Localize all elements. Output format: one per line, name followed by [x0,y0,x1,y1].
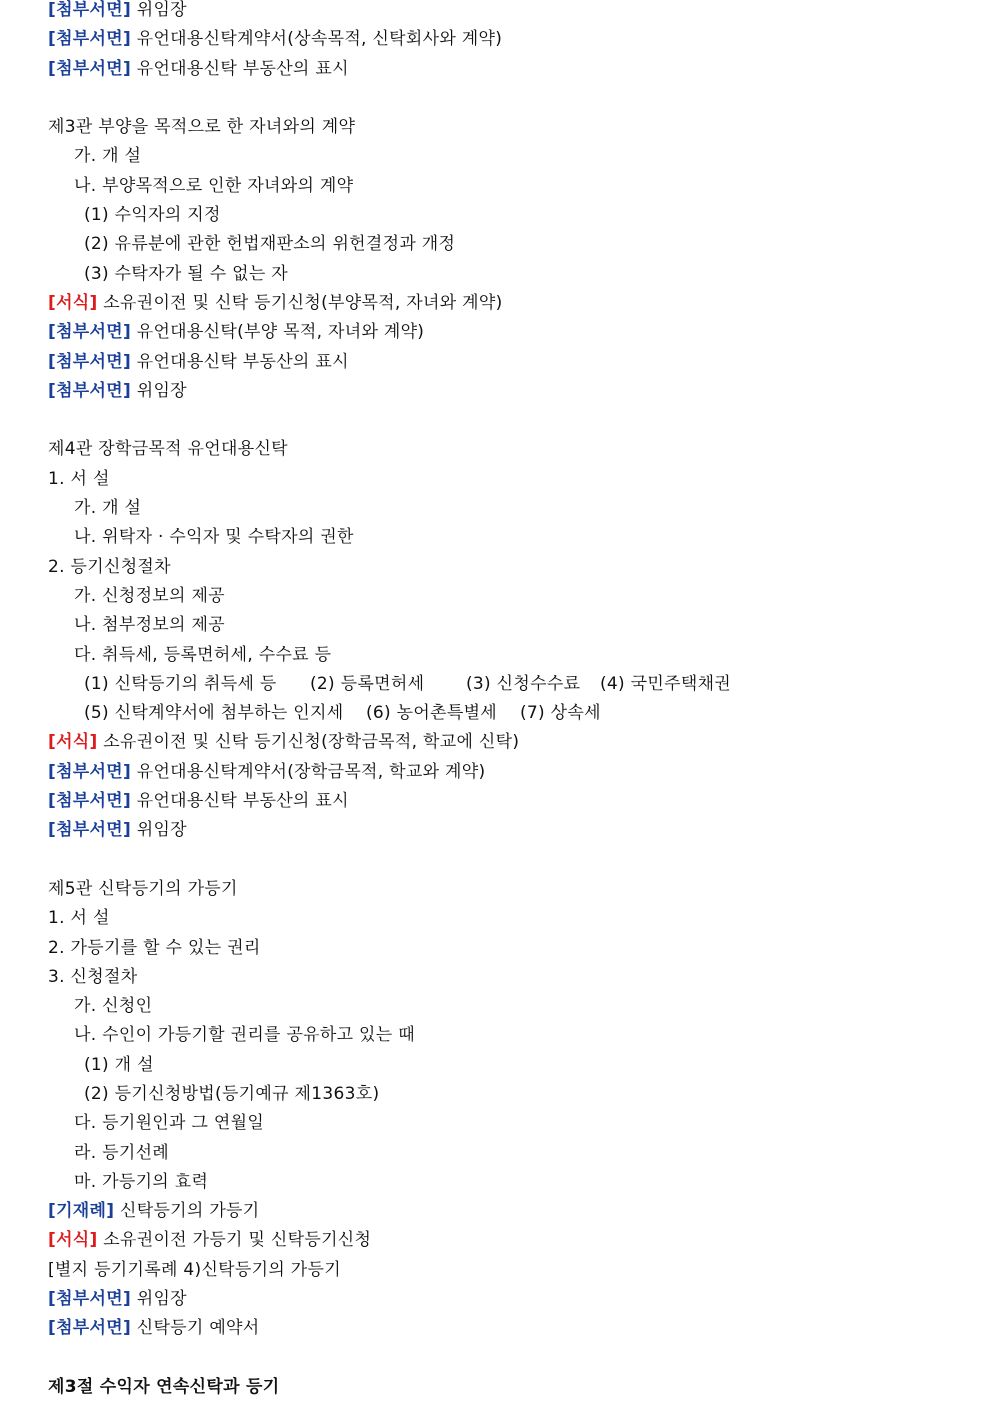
attach-tag: [첨부서면] [48,58,132,79]
attachment-line [48,25,968,54]
outline-item: 마. 가등기의 효력 [74,1171,209,1192]
line-text: 유언대용신탁 부동산의 표시 [131,791,349,812]
outline-item: 가. 신청정보의 제공 [74,585,225,606]
multi-item-line [48,699,968,728]
attachment-line [48,1314,968,1343]
example-tag: [기재례] [48,1201,115,1222]
blank-line [48,1344,968,1373]
outline-item: 나. 첨부정보의 제공 [74,615,225,636]
outline-item: (1) 수익자의 지정 [84,205,221,226]
attachment-line [48,787,968,816]
line-text: 유언대용신탁 부동산의 표시 [131,351,349,372]
attach-tag: [첨부서면] [48,1318,132,1339]
attachment-line [48,289,968,318]
line-text: 신탁등기 예약서 [131,1318,260,1339]
document-page [48,0,968,1402]
outline-heading: 1. 서 설 [48,468,110,489]
line-text: 위임장 [131,380,187,401]
outline-item: (1) 개 설 [84,1054,154,1075]
blank-line [48,846,968,875]
attach-tag: [첨부서면] [48,380,132,401]
attachment-line [48,816,968,845]
attach-tag: [첨부서면] [48,1289,132,1310]
outline-item: (7) 상속세 [520,703,601,724]
outline-heading: 제5관 신탁등기의 가등기 [48,878,238,899]
outline-heading: 제3관 부양을 목적으로 한 자녀와의 계약 [48,117,356,138]
line-text: 유언대용신탁계약서(장학금목적, 학교와 계약) [131,761,486,782]
attachment-line [48,348,968,377]
line-text: 위임장 [131,1289,187,1310]
line-text: 위임장 [131,820,187,841]
attach-tag: [첨부서면] [48,322,132,343]
blank-line [48,84,968,113]
outline-item: (1) 신탁등기의 취득세 등 [84,673,277,694]
attachment-line [48,1226,968,1255]
outline-item: 가. 개 설 [74,146,142,167]
multi-item-line [48,670,968,699]
attachment-line [48,728,968,757]
outline-item: 라. 등기선례 [74,1142,170,1163]
blank-line [48,406,968,435]
outline-item: 나. 위탁자 · 수익자 및 수탁자의 권한 [74,527,354,548]
outline-item: 나. 수인이 가등기할 권리를 공유하고 있는 때 [74,1025,415,1046]
line-text: 위임장 [131,0,187,20]
outline-item: (4) 국민주택채권 [600,673,732,694]
outline-item: 다. 등기원인과 그 연월일 [74,1113,265,1134]
form-tag: [서식] [48,732,98,753]
outline-item: 나. 부양목적으로 인한 자녀와의 계약 [74,175,354,196]
attachment-line [48,1197,968,1226]
outline-heading: [별지 등기기록례 4)신탁등기의 가등기 [48,1259,341,1280]
outline-item: (3) 신청수수료 [466,673,581,694]
line-text: 유언대용신탁계약서(상속목적, 신탁회사와 계약) [131,29,503,50]
outline-item: (2) 등기신청방법(등기예규 제1363호) [84,1083,380,1104]
attach-tag: [첨부서면] [48,0,132,20]
attachment-line [48,758,968,787]
attach-tag: [첨부서면] [48,791,132,812]
form-tag: [서식] [48,1230,98,1251]
attach-tag: [첨부서면] [48,351,132,372]
attach-tag: [첨부서면] [48,29,132,50]
attachment-line [48,318,968,347]
line-text: 소유권이전 및 신탁 등기신청(부양목적, 자녀와 계약) [97,292,503,313]
outline-item: (2) 등록면허세 [310,673,425,694]
outline-item: 다. 취득세, 등록면허세, 수수료 등 [74,644,332,665]
attachment-line [48,0,968,25]
attachment-line [48,377,968,406]
outline-item: 가. 개 설 [74,498,142,519]
line-text: 소유권이전 및 신탁 등기신청(장학금목적, 학교에 신탁) [97,732,520,753]
outline-item: (5) 신탁계약서에 첨부하는 인지세 [84,703,344,724]
outline-heading: 3. 신청절차 [48,966,138,987]
attachment-line [48,1285,968,1314]
attach-tag: [첨부서면] [48,820,132,841]
section-heading: 제3절 수익자 연속신탁과 등기 [48,1376,280,1397]
outline-item: (2) 유류분에 관한 헌법재판소의 위헌결정과 개정 [84,234,456,255]
line-text: 신탁등기의 가등기 [114,1201,260,1222]
outline-item: 가. 신청인 [74,996,153,1017]
outline-heading: 2. 가등기를 할 수 있는 권리 [48,937,261,958]
attachment-line [48,55,968,84]
line-text: 소유권이전 가등기 및 신탁등기신청 [97,1230,372,1251]
line-text: 유언대용신탁 부동산의 표시 [131,58,349,79]
outline-heading: 2. 등기신청절차 [48,556,171,577]
form-tag: [서식] [48,292,98,313]
attach-tag: [첨부서면] [48,761,132,782]
outline-heading: 제4관 장학금목적 유언대용신탁 [48,439,288,460]
line-text: 유언대용신탁(부양 목적, 자녀와 계약) [131,322,425,343]
outline-item: (6) 농어촌특별세 [366,703,498,724]
outline-heading: 1. 서 설 [48,908,110,929]
outline-item: (3) 수탁자가 될 수 없는 자 [84,263,288,284]
